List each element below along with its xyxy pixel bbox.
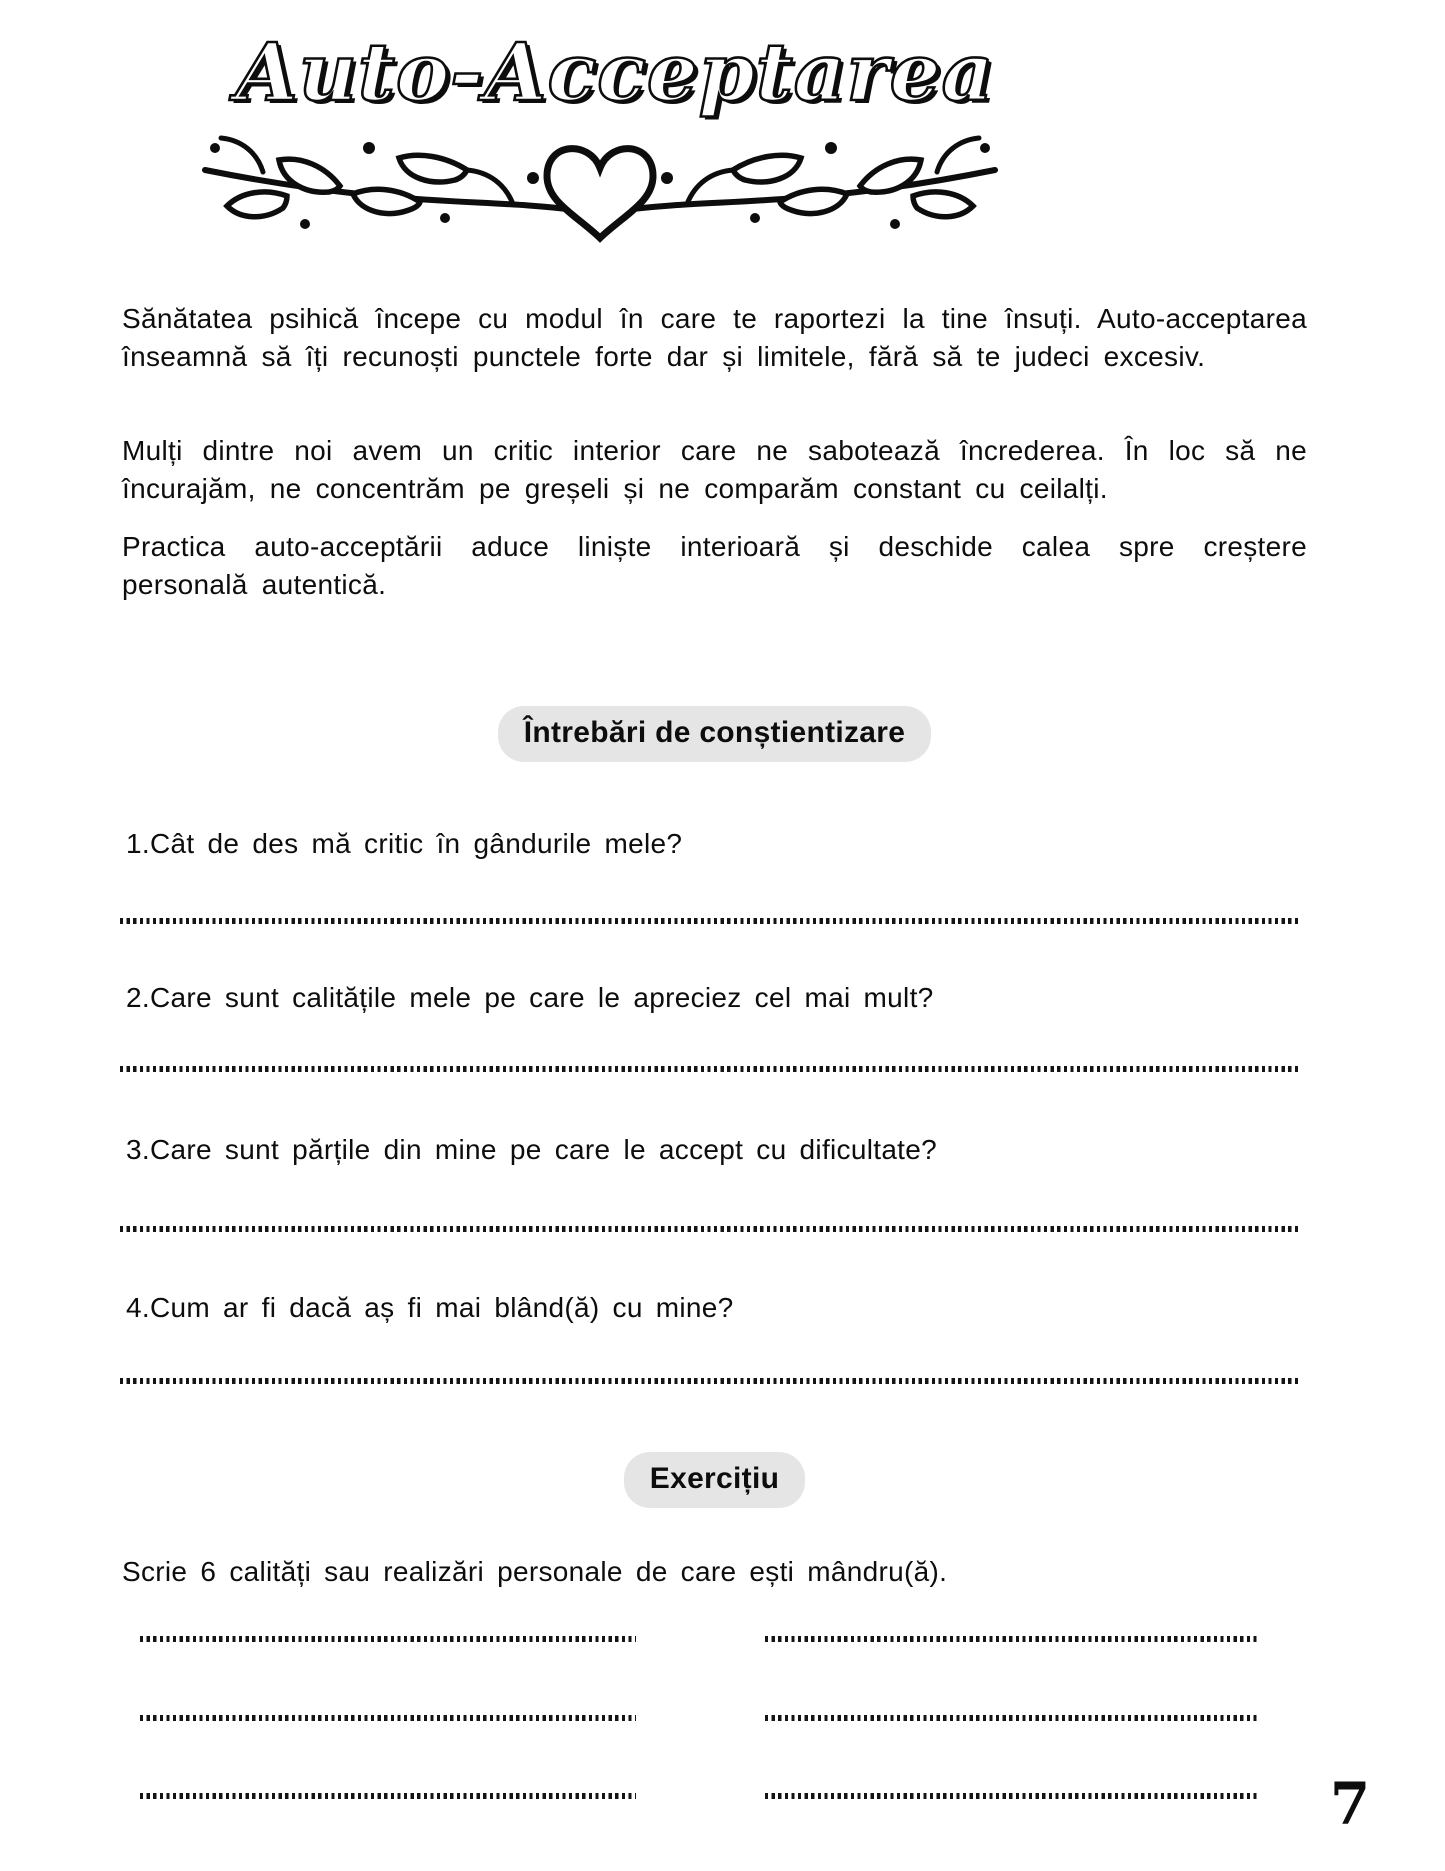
answer-line-question-3[interactable] [120,1226,1300,1232]
exercise-badge-row [122,1452,1307,1508]
page-title: Auto-Acceptarea [235,25,995,119]
exercise-section-badge: Exercițiu [624,1452,805,1508]
intro-paragraph-2: Mulți dintre noi avem un critic interior care ne sabotează încrederea. În loc să ne încurajăm, ne concentrăm pe greșeli și ne comparăm constant cu ceilalți. [122,435,1307,504]
intro-paragraph-1: Sănătatea psihică începe cu modul în care te raportezi la tine însuți. Auto-acceptarea înseamnă să îți recunoști punctele forte dar și limitele, fără să te judeci excesiv. [122,303,1307,372]
exercise-answer-line-5[interactable] [140,1793,636,1799]
exercise-answer-line-3[interactable] [140,1715,636,1721]
question-1: 1.Cât de des mă critic în gândurile mele? [126,828,683,859]
answer-line-question-4[interactable] [120,1378,1300,1384]
questions-badge-row [122,706,1307,762]
question-3: 3.Care sunt părțile din mine pe care le accept cu dificultate? [126,1134,938,1165]
exercise-answer-line-2[interactable] [765,1636,1258,1642]
heart-branch-divider-icon [195,128,1005,258]
exercise-answer-line-1[interactable] [140,1636,636,1642]
exercise-prompt: Scrie 6 calități sau realizări personale de care ești mândru(ă). [122,1556,948,1587]
answer-line-question-1[interactable] [120,918,1300,924]
answer-line-question-2[interactable] [120,1066,1300,1072]
question-4: 4.Cum ar fi dacă aș fi mai blând(ă) cu mine? [126,1292,734,1323]
exercise-answer-line-4[interactable] [765,1715,1258,1721]
intro-paragraph-3: Practica auto-acceptării aduce liniște interioară și deschide calea spre creștere personală autentică. [122,531,1307,600]
exercise-answer-line-6[interactable] [765,1793,1258,1799]
questions-section-badge: Întrebări de conștientizare [498,706,932,762]
page-number: 7 [1329,1770,1371,1838]
question-2: 2.Care sunt calitățile mele pe care le apreciez cel mai mult? [126,982,934,1013]
